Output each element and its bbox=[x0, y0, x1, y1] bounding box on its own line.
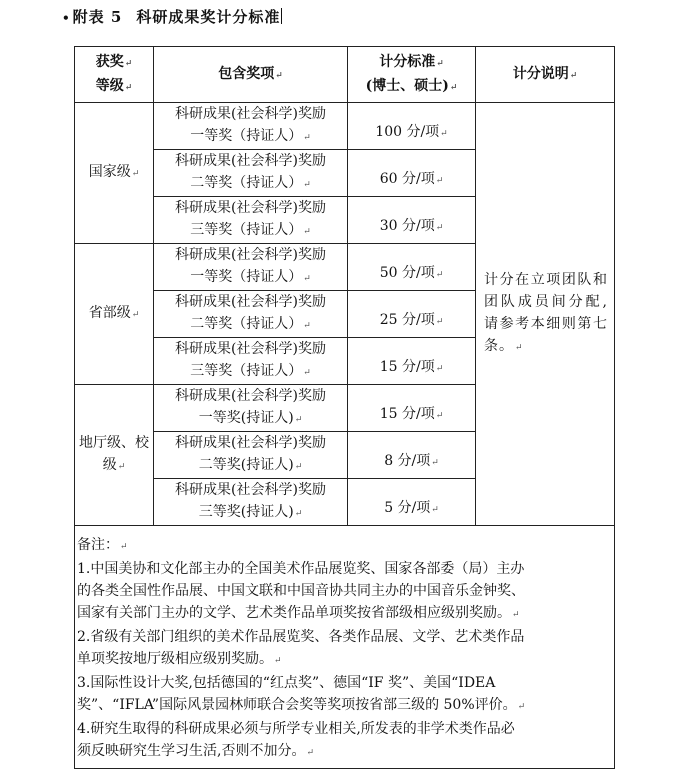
remark-line: 单项奖按地厅级相应级别奖励。↵ bbox=[77, 651, 282, 667]
award-item-line: 科研成果(社会科学)奖励 bbox=[175, 153, 326, 169]
remark-line: 3.国际性设计大奖,包括德国的“红点奖”、德国“IF 奖”、美国“IDEA bbox=[77, 675, 496, 691]
score-cell: 50 分/项↵ bbox=[348, 244, 476, 291]
caption-number: 附表 5 bbox=[72, 8, 123, 26]
header-items: 包含奖项↵ bbox=[154, 47, 348, 103]
award-item-line: 一等奖（持证人）↵ bbox=[190, 128, 311, 144]
score-cell: 25 分/项↵ bbox=[348, 291, 476, 338]
award-level-cell: 国家级↵ bbox=[75, 103, 154, 244]
header-score: 计分标准↵ (博士、硕士)↵ bbox=[348, 47, 476, 103]
award-item-cell bbox=[154, 479, 348, 526]
score-cell: 100 分/项↵ bbox=[348, 103, 476, 150]
award-level-cell: 省部级↵ bbox=[75, 244, 154, 385]
score-cell: 5 分/项↵ bbox=[348, 479, 476, 526]
remark-line: 的各类全国性作品展、中国文联和中国音协共同主办的中国音乐金钟奖、 bbox=[77, 583, 525, 599]
caption-text: 科研成果奖计分标准 bbox=[136, 8, 281, 26]
award-item-line: 三等奖(持证人)↵ bbox=[198, 504, 303, 520]
header-note: 计分说明↵ bbox=[476, 47, 615, 103]
award-item-line: 科研成果(社会科学)奖励 bbox=[175, 200, 326, 216]
award-item-cell bbox=[154, 432, 348, 479]
remark-line: 须反映研究生学习生活,否则不加分。↵ bbox=[77, 743, 314, 759]
award-item-line: 二等奖（持证人）↵ bbox=[190, 316, 311, 332]
award-item-line: 科研成果(社会科学)奖励 bbox=[175, 435, 326, 451]
award-item-line: 科研成果(社会科学)奖励 bbox=[175, 106, 326, 122]
score-cell: 15 分/项↵ bbox=[348, 338, 476, 385]
award-item-line: 科研成果(社会科学)奖励 bbox=[175, 294, 326, 310]
remark-line: 奖”、“IFLA”国际风景园林师联合会奖等奖项按省部三级的 50%评价。↵ bbox=[77, 697, 526, 713]
table-row bbox=[75, 103, 615, 150]
award-item-cell bbox=[154, 103, 348, 150]
award-item-cell bbox=[154, 385, 348, 432]
header-level: 获奖↵ 等级↵ bbox=[75, 47, 154, 103]
award-item-line: 三等奖（持证人）↵ bbox=[190, 222, 311, 238]
award-item-cell bbox=[154, 197, 348, 244]
score-cell: 60 分/项↵ bbox=[348, 150, 476, 197]
header-row bbox=[75, 47, 615, 103]
remark-line: 2.省级有关部门组织的美术作品展览奖、各类作品展、文学、艺术类作品 bbox=[77, 629, 525, 645]
remark-line: 1.中国美协和文化部主办的全国美术作品展览奖、国家各部委（局）主办 bbox=[77, 561, 525, 577]
award-item-line: 科研成果(社会科学)奖励 bbox=[175, 247, 326, 263]
award-item-line: 三等奖（持证人）↵ bbox=[190, 363, 311, 379]
award-item-line: 科研成果(社会科学)奖励 bbox=[175, 341, 326, 357]
award-item-line: 科研成果(社会科学)奖励 bbox=[175, 388, 326, 404]
award-level-cell: 地厅级、校级↵ bbox=[75, 385, 154, 526]
score-cell: 30 分/项↵ bbox=[348, 197, 476, 244]
award-item-line: 二等奖（持证人）↵ bbox=[190, 175, 311, 191]
remark-line: 备注：↵ bbox=[77, 537, 128, 553]
award-item-cell bbox=[154, 244, 348, 291]
award-item-cell bbox=[154, 338, 348, 385]
score-cell: 15 分/项↵ bbox=[348, 385, 476, 432]
award-item-line: 科研成果(社会科学)奖励 bbox=[175, 482, 326, 498]
award-item-cell bbox=[154, 291, 348, 338]
score-cell: 8 分/项↵ bbox=[348, 432, 476, 479]
remark-line: 国家有关部门主办的文学、艺术类作品单项奖按省部级相应级别奖励。↵ bbox=[77, 605, 520, 621]
table-caption bbox=[62, 6, 282, 30]
score-note-cell: 计分在立项团队和团队成员间分配,请参考本细则第七条。↵ bbox=[476, 103, 615, 526]
award-item-line: 二等奖(持证人)↵ bbox=[198, 457, 303, 473]
award-item-line: 一等奖(持证人)↵ bbox=[198, 410, 303, 426]
caption-bullet: • bbox=[62, 11, 71, 25]
remarks-cell bbox=[75, 526, 615, 769]
award-item-cell bbox=[154, 150, 348, 197]
award-score-table bbox=[74, 46, 615, 769]
remark-line: 4.研究生取得的科研成果必须与所学专业相关,所发表的非学术类作品必 bbox=[77, 721, 515, 737]
text-cursor bbox=[281, 8, 282, 24]
award-item-line: 一等奖（持证人）↵ bbox=[190, 269, 311, 285]
remarks-row bbox=[75, 526, 615, 769]
